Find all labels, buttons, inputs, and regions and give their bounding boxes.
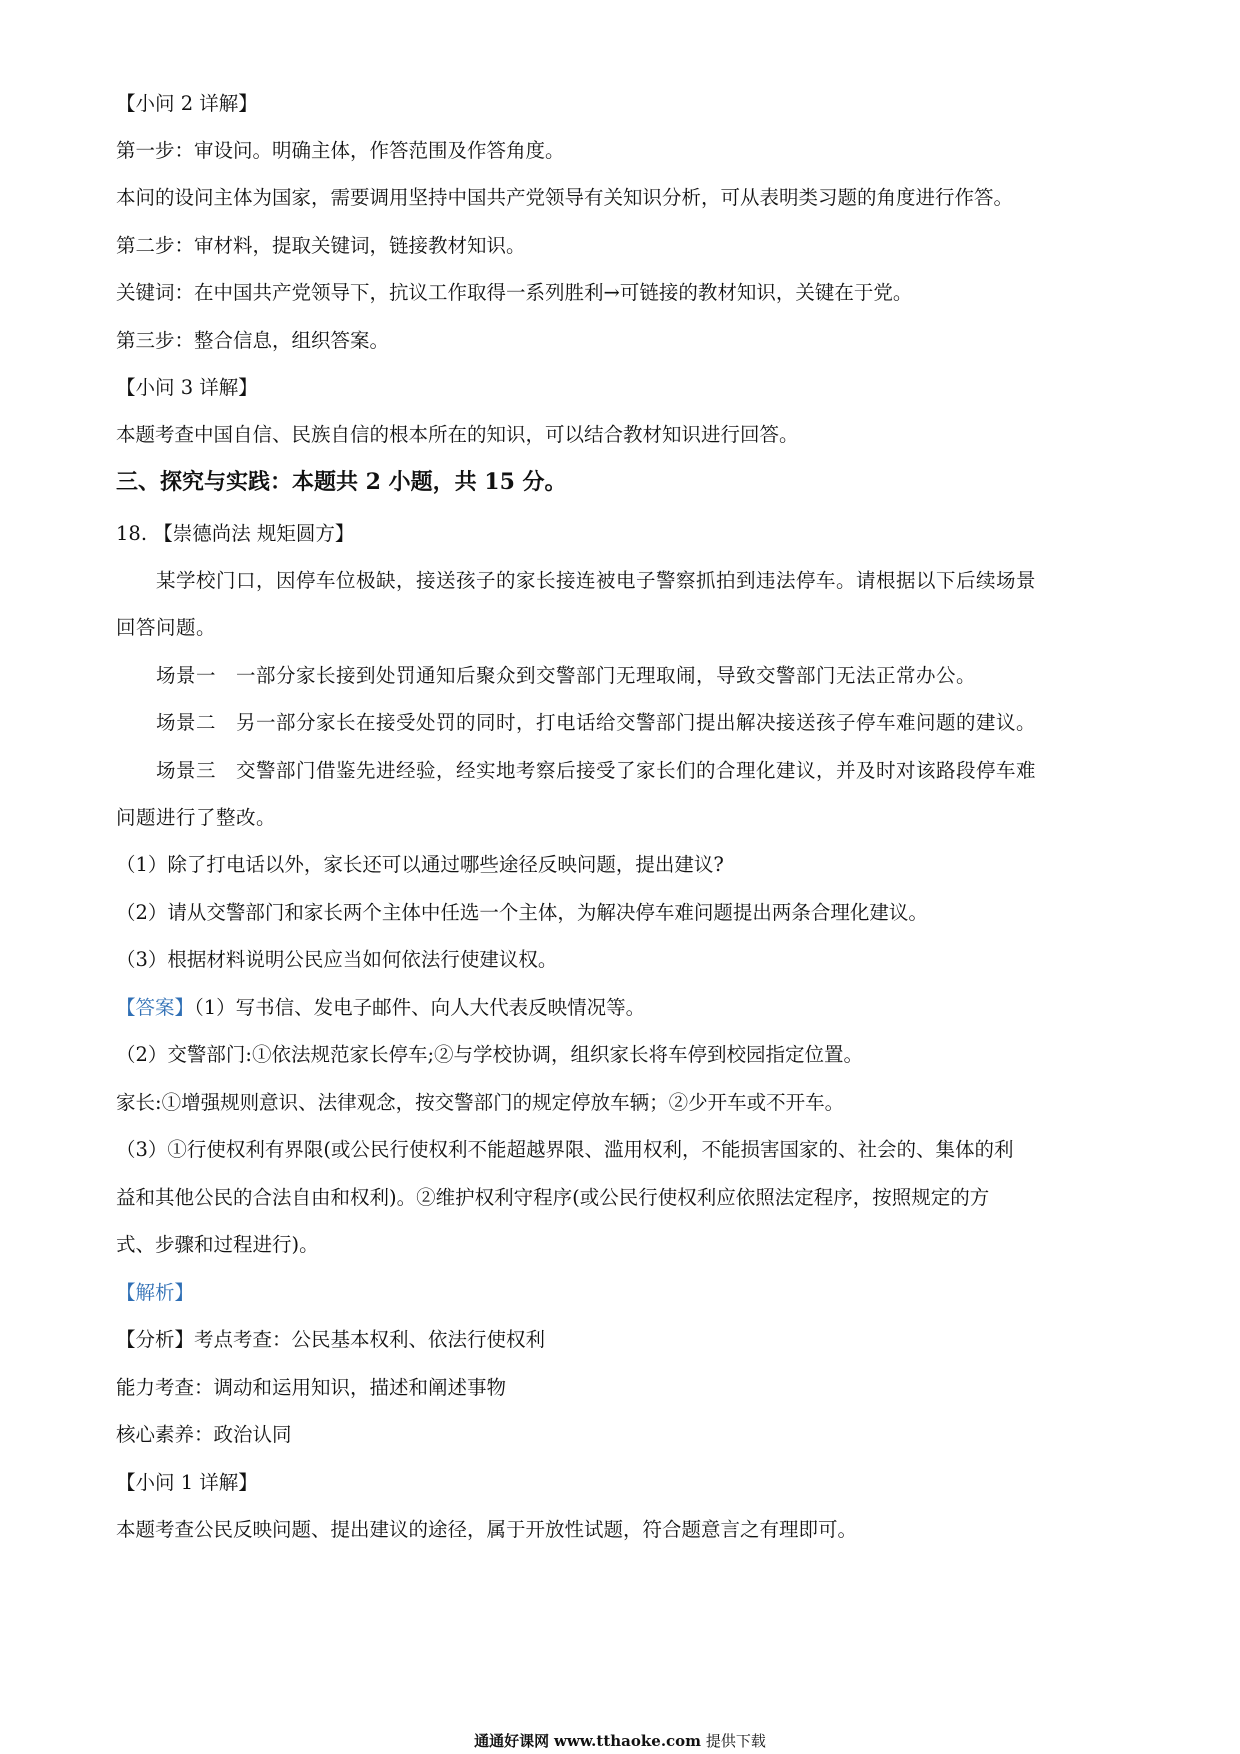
answer-part-2-police: （2）交警部门:①依法规范家长停车;②与学校协调，组织家长将车停到校园指定位置。 [116,1043,864,1066]
subquestion-2-heading: 【小问 2 详解】 [116,92,258,115]
analysis-core-literacy: 核心素养：政治认同 [116,1423,292,1446]
footer-url[interactable]: www.tthaoke.com [553,1732,702,1750]
answer-part-2-parents: 家长:①增强规则意识、法律观念，按交警部门的规定停放车辆；②少开车或不开车。 [116,1091,845,1114]
question-18-part-1: （1）除了打电话以外，家长还可以通过哪些途径反映问题，提出建议? [116,853,724,876]
analysis-ability: 能力考查：调动和运用知识，描述和阐述事物 [116,1376,507,1399]
answer-label: 【答案】 [116,996,195,1019]
scenario-one: 场景一 一部分家长接到处罚通知后聚众到交警部门无理取闹，导致交警部门无法正常办公。 [156,664,977,687]
answer-line-1 [116,993,1126,1023]
material-intro: 某学校门口，因停车位极缺，接送孩子的家长接连被电子警察抓拍到违法停车。请根据以下后续场景 [156,569,1037,592]
answer-part-1: （1）写书信、发电子邮件、向人大代表反映情况等。 [194,996,646,1019]
question-18-part-2: （2）请从交警部门和家长两个主体中任选一个主体，为解决停车难问题提出两条合理化建议。 [116,901,928,924]
step-two-keywords: 关键词：在中国共产党领导下，抗议工作取得一系列胜利→可链接的教材知识，关键在于党。 [116,281,913,304]
step-three: 第三步：整合信息，组织答案。 [116,329,390,352]
section-three-heading: 三、探究与实践：本题共 2 小题，共 15 分。 [116,469,567,495]
page-footer [0,1731,1240,1751]
subquestion-1-heading: 【小问 1 详解】 [116,1471,258,1494]
question-18-part-3: （3）根据材料说明公民应当如何依法行使建议权。 [116,948,558,971]
subquestion-1-detail: 本题考查公民反映问题、提出建议的途径，属于开放性试题，符合题意言之有理即可。 [116,1518,858,1541]
footer-suffix: 提供下载 [705,1732,766,1750]
step-one-detail: 本问的设问主体为国家，需要调用坚持中国共产党领导有关知识分析，可从表明类习题的角度进行作答。 [116,186,1014,209]
step-two: 第二步：审材料，提取关键词，链接教材知识。 [116,234,526,257]
subquestion-3-detail: 本题考查中国自信、民族自信的根本所在的知识，可以结合教材知识进行回答。 [116,423,799,446]
scenario-two: 场景二 另一部分家长在接受处罚的同时，打电话给交警部门提出解决接送孩子停车难问题的建议。 [156,711,1037,734]
analysis-exam-points: 【分析】考点考查：公民基本权利、依法行使权利 [116,1328,546,1351]
answer-part-3-cont: 益和其他公民的合法自由和权利)。②维护权利守程序(或公民行使权利应依照法定程序，按照规定的方 [116,1186,990,1209]
material-intro-cont: 回答问题。 [116,616,217,639]
scenario-three: 场景三 交警部门借鉴先进经验，经实地考察后接受了家长们的合理化建议，并及时对该路段停车难 [156,759,1037,782]
answer-part-3-end: 式、步骤和过程进行)。 [116,1233,319,1256]
analysis-label: 【解析】 [116,1281,195,1304]
subquestion-3-heading: 【小问 3 详解】 [116,376,258,399]
answer-part-3: （3）①行使权利有界限(或公民行使权利不能超越界限、滥用权利，不能损害国家的、社会的、集体的利 [116,1138,1014,1161]
footer-site-name: 通通好课网 [474,1732,550,1750]
scenario-three-cont: 问题进行了整改。 [116,806,277,829]
step-one: 第一步：审设问。明确主体，作答范围及作答角度。 [116,139,565,162]
question-18-title: 18. 【崇德尚法 规矩圆方】 [116,522,355,545]
